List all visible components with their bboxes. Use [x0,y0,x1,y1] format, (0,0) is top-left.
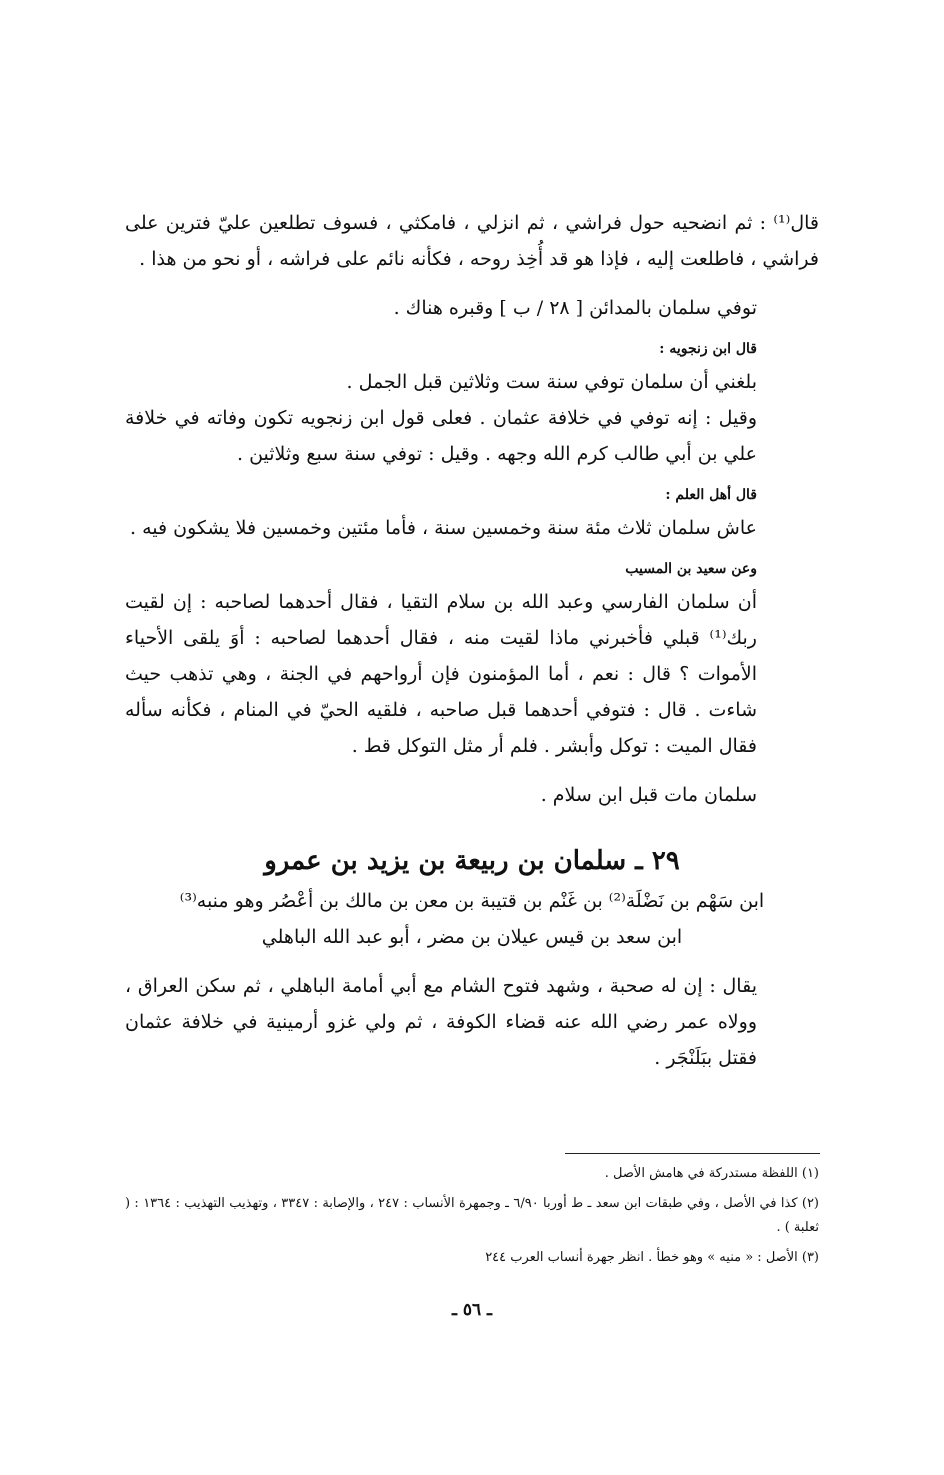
section-heading: وعن سعيد بن المسيب [625,561,757,577]
footnotes [125,1162,819,1276]
paragraph: يقال : إن له صحبة ، وشهد فتوح الشام مع أبي أمامة الباهلي ، ثم سكن العراق ، وولاه عمر رضي الله عنه قضاء الكوفة ، ثم ولي غزو أرمينية في خلافة عثمان فقتل ببَلَنْجَر . [125,975,757,1069]
paragraph: توفي سلمان بالمدائن [ ٢٨ / ب ] وقبره هناك . [393,297,757,319]
section-heading: قال ابن زنجويه : [659,341,757,357]
footnote-divider [565,1153,820,1154]
lineage-line: ابن سَهْم بن نَضْلَة⁽²⁾ بن غَنْم بن قتيبة بن معن بن مالك بن أعْصُر وهو منبه⁽³⁾ [179,890,765,912]
page-number: ـ ٥٦ ـ [451,1300,493,1320]
lineage-line: ابن سعد بن قيس عيلان بن مضر ، أبو عبد الله الباهلي [261,926,683,948]
footnote: (١) اللفظة مستدركة في هامش الأصل . [604,1166,819,1181]
paragraph: أن سلمان الفارسي وعبد الله بن سلام التقيا ، فقال أحدهما لصاحبه : إن لقيت ربك⁽¹⁾ قبلي فأخبرني ماذا لقيت منه ، فقال أحدهما لصاحبه : أوَ يلقى الأحياء الأموات ؟ قال : نعم ، أما المؤمنون فإن أرواحهم في الجنة ، وهي تذهب حيث شاءت . قال : فتوفي أحدهما قبل صاحبه ، فلقيه الحيّ في المنام ، فكأنه سأله فقال الميت : توكل وأبشر . فلم أر مثل التوكل قط . [125,591,757,757]
footnote: (٢) كذا في الأصل ، وفي طبقات ابن سعد ـ ط أوربا ٦/٩٠ ـ وجمهرة الأنساب : ٢٤٧ ، والإصابة : ٣٣٤٧ ، وتهذيب التهذيب : ١٣٦٤ : ( ثعلبة ) . [125,1196,819,1235]
paragraph: سلمان مات قبل ابن سلام . [540,784,757,806]
biography-title: ٢٩ ـ سلمان بن ربيعة بن يزيد بن عمرو [264,846,680,876]
section-heading: قال أهل العلم : [665,487,757,503]
main-text [125,205,819,1076]
paragraph: بلغني أن سلمان توفي سنة ست وثلاثين قبل الجمل . [346,371,757,393]
paragraph: عاش سلمان ثلاث مئة سنة وخمسين سنة ، فأما مئتين وخمسين فلا يشكون فيه . [130,517,757,539]
paragraph: وقيل : إنه توفي في خلافة عثمان . فعلى قول ابن زنجويه تكون وفاته في خلافة علي بن أبي طالب كرم الله وجهه . وقيل : توفي سنة سبع وثلاثين . [125,407,757,465]
paragraph: قال⁽¹⁾ : ثم انضحيه حول فراشي ، ثم انزلي ، فامكثي ، فسوف تطلعين عليّ فترين على فراشي ، فاطلعت إليه ، فإذا هو قد أُخِذ روحه ، فكأنه نائم على فراشه ، أو نحو من هذا . [125,212,819,270]
footnote: (٣) الأصل : « منيه » وهو خطأ . انظر جهرة أنساب العرب ٢٤٤ [485,1250,819,1265]
